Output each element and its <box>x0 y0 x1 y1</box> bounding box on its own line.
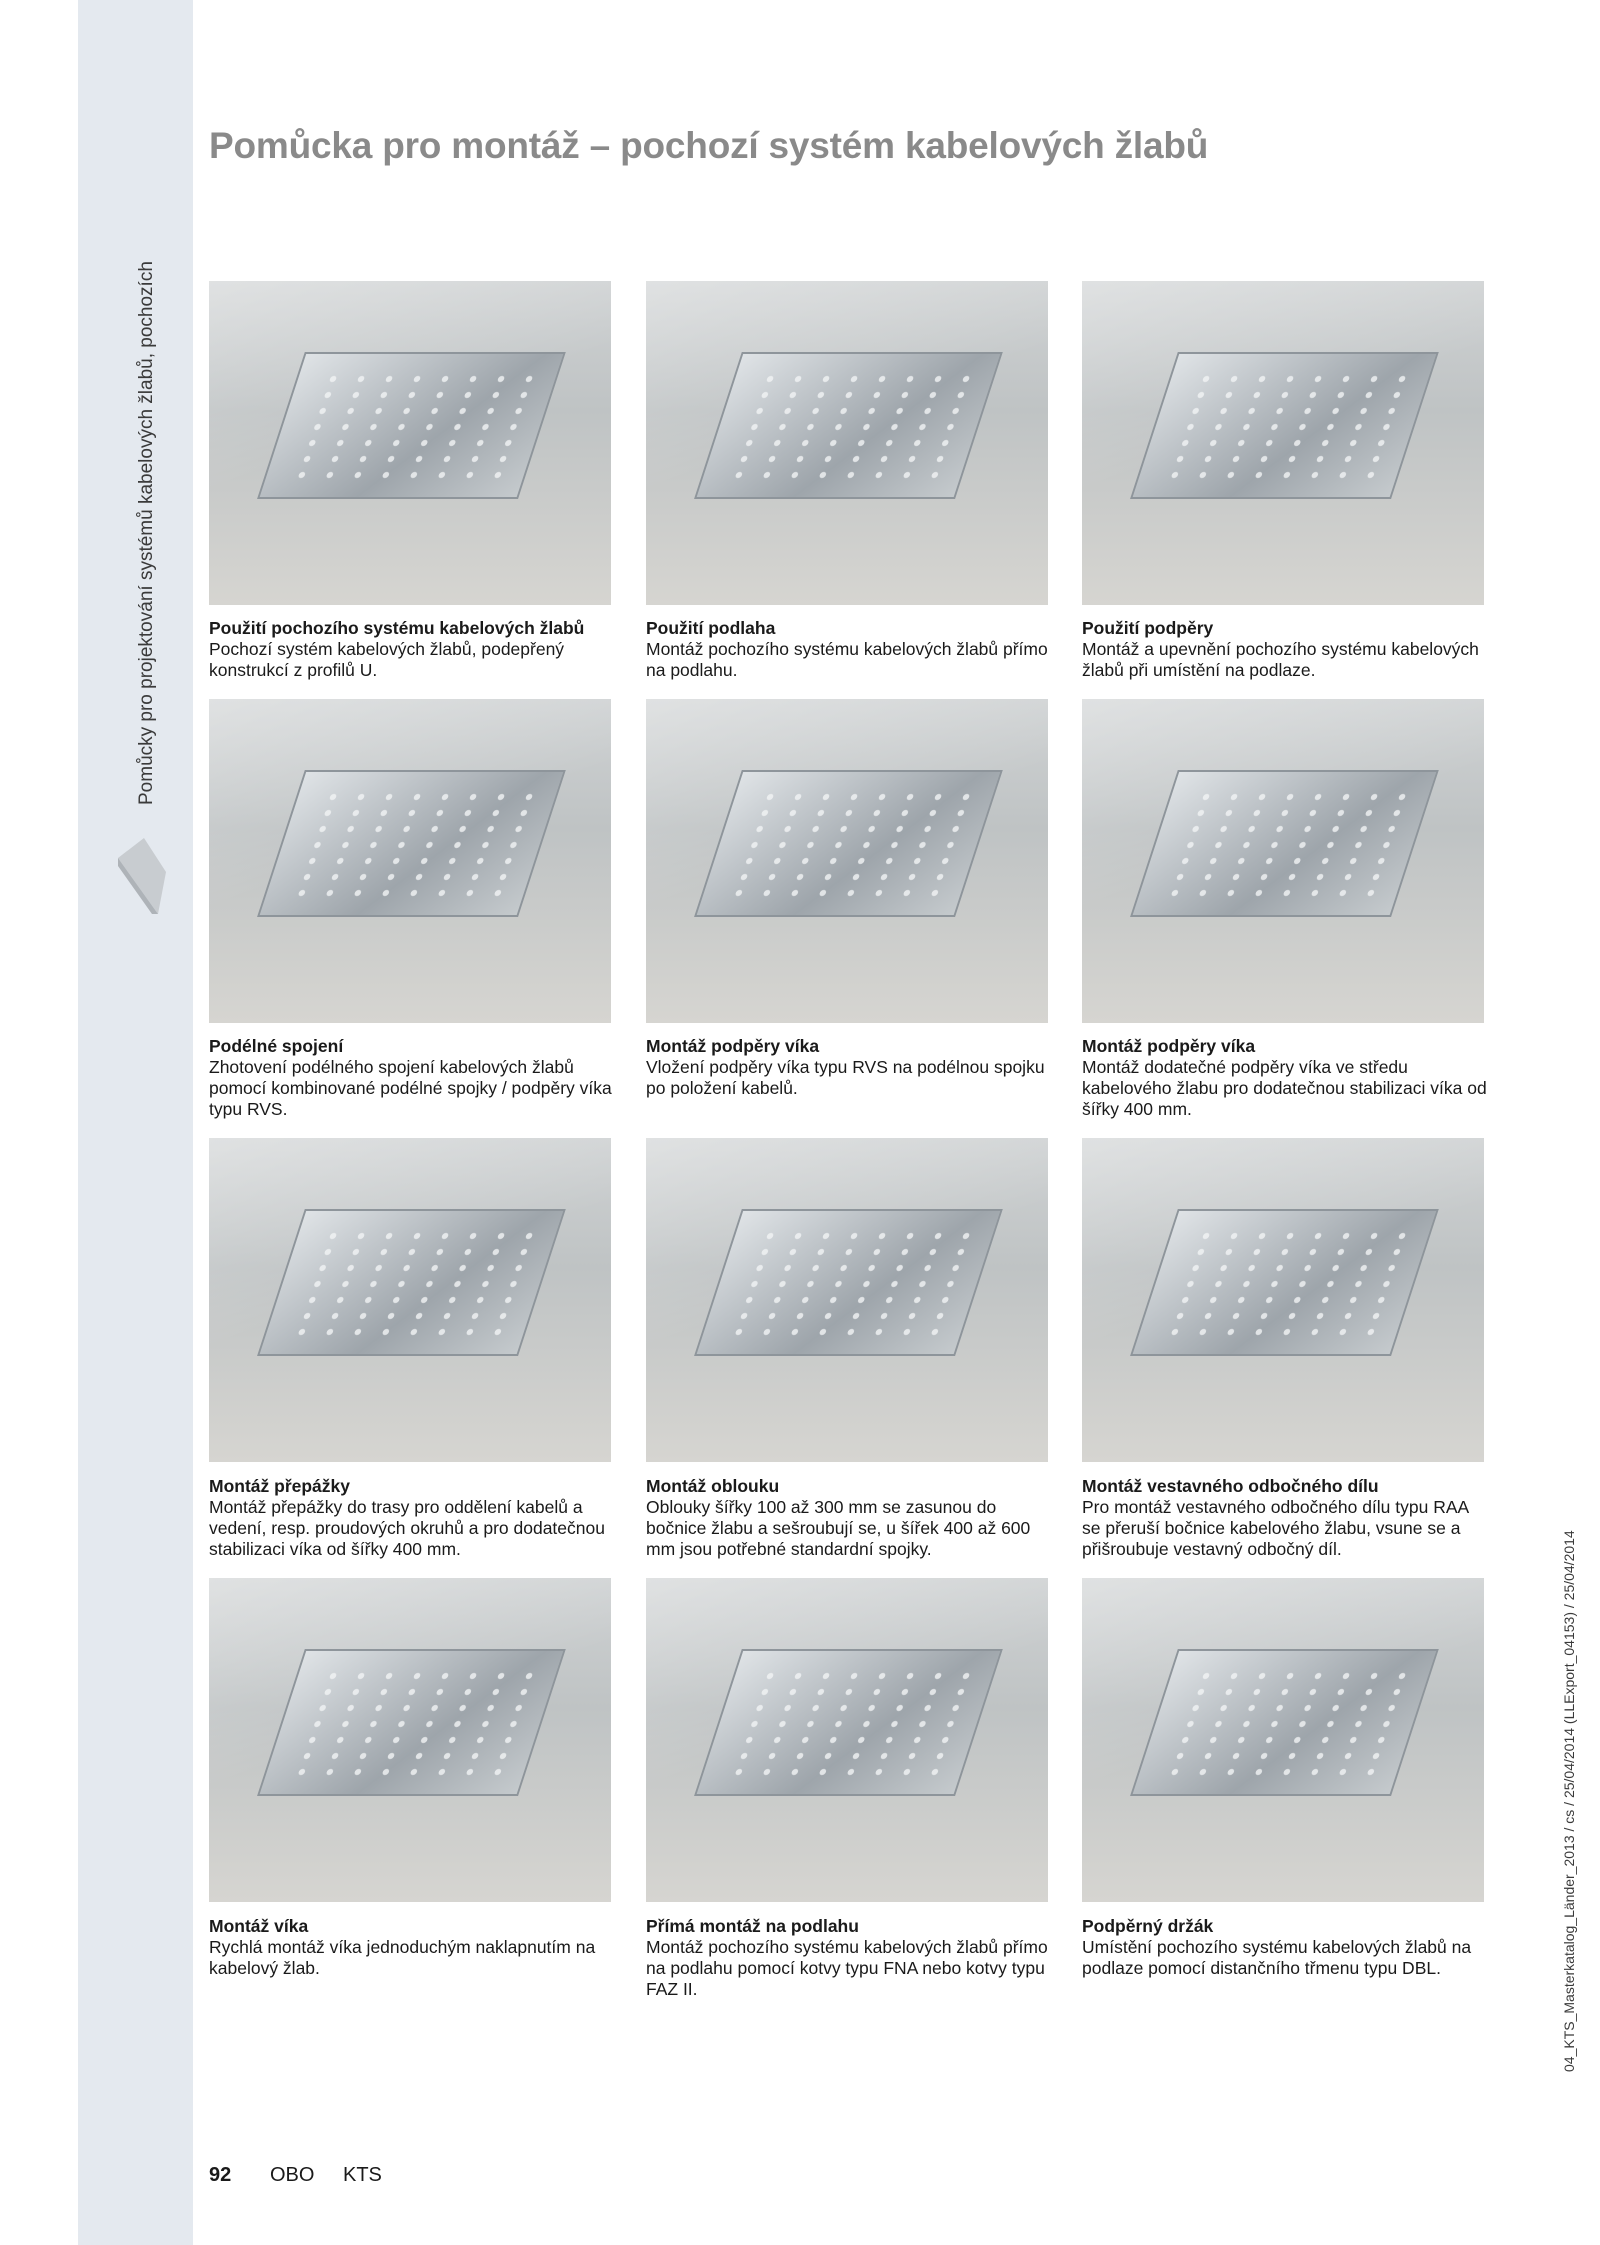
cable-tray-illustration <box>1131 770 1440 917</box>
section-marker-icon <box>118 838 166 914</box>
step-title: Použití pochozího systému kabelových žlabů <box>209 618 585 638</box>
installation-photo <box>1082 1578 1484 1902</box>
page-title: Pomůcka pro montáž – pochozí systém kabelových žlabů <box>209 125 1209 166</box>
cable-tray-illustration <box>1131 1649 1440 1796</box>
step-title: Montáž oblouku <box>646 1476 780 1496</box>
cable-tray-illustration <box>1131 1209 1440 1356</box>
step-description: Pochozí systém kabelových žlabů, podepřený konstrukcí z profilů U. <box>209 639 565 680</box>
installation-photo <box>209 281 611 605</box>
step-description: Montáž pochozího systému kabelových žlabů přímo na podlahu. <box>646 639 1048 680</box>
page-number: 92 <box>209 2164 232 2186</box>
step-description: Pro montáž vestavného odbočného dílu typu RAA se přeruší bočnice kabelového žlabu, vsune se a přišroubuje vestavný odbočný díl. <box>1082 1497 1469 1559</box>
step-caption <box>1082 618 1487 681</box>
cable-tray-illustration <box>695 352 1004 499</box>
catalog-imprint: 04_KTS_Masterkatalog_Länder_2013 / cs / 25/04/2014 (LLExport_04153) / 25/04/2014 <box>1561 1530 1577 2072</box>
brand-name: OBO <box>270 2164 315 2186</box>
cable-tray-illustration <box>258 770 567 917</box>
step-description: Montáž a upevnění pochozího systému kabelových žlabů při umístění na podlaze. <box>1082 639 1479 680</box>
cable-tray-illustration <box>258 352 567 499</box>
step-caption <box>209 1916 614 1979</box>
installation-photo <box>1082 281 1484 605</box>
installation-photo <box>646 699 1048 1023</box>
step-title: Montáž víka <box>209 1916 309 1936</box>
cable-tray-illustration <box>695 1649 1004 1796</box>
step-title: Montáž podpěry víka <box>1082 1036 1256 1056</box>
step-caption <box>646 1916 1051 2000</box>
step-description: Umístění pochozího systému kabelových žlabů na podlaze pomocí distančního třmenu typu DBL. <box>1082 1937 1472 1978</box>
step-title: Použití podlaha <box>646 618 776 638</box>
installation-photo <box>209 1138 611 1462</box>
cable-tray-illustration <box>695 1209 1004 1356</box>
step-description: Vložení podpěry víka typu RVS na podélnou spojku po položení kabelů. <box>646 1057 1045 1098</box>
step-caption <box>209 1036 614 1120</box>
step-title: Montáž přepážky <box>209 1476 350 1496</box>
step-description: Oblouky šířky 100 až 300 mm se zasunou do bočnice žlabu a sešroubují se, u šířek 400 až 600 mm jsou potřebné standardní spojky. <box>646 1497 1031 1559</box>
step-caption <box>646 618 1051 681</box>
step-caption <box>646 1476 1051 1560</box>
step-title: Použití podpěry <box>1082 618 1214 638</box>
step-caption <box>1082 1916 1487 1979</box>
step-title: Montáž podpěry víka <box>646 1036 820 1056</box>
cable-tray-illustration <box>1131 352 1440 499</box>
cable-tray-illustration <box>258 1209 567 1356</box>
installation-photo <box>209 1578 611 1902</box>
installation-photo <box>646 1138 1048 1462</box>
section-code: KTS <box>343 2164 382 2186</box>
installation-photo <box>209 699 611 1023</box>
step-title: Montáž vestavného odbočného dílu <box>1082 1476 1379 1496</box>
step-title: Podpěrný držák <box>1082 1916 1214 1936</box>
step-caption <box>209 618 614 681</box>
step-description: Zhotovení podélného spojení kabelových žlabů pomocí kombinované podélné spojky / podpěry víka typu RVS. <box>209 1057 612 1119</box>
step-title: Přímá montáž na podlahu <box>646 1916 859 1936</box>
step-caption <box>209 1476 614 1560</box>
step-description: Montáž přepážky do trasy pro oddělení kabelů a vedení, resp. proudových okruhů a pro dodatečnou stabilizaci víka od šířky 400 mm. <box>209 1497 605 1559</box>
installation-photo <box>646 281 1048 605</box>
installation-photo <box>646 1578 1048 1902</box>
cable-tray-illustration <box>695 770 1004 917</box>
installation-photo <box>1082 699 1484 1023</box>
installation-photo <box>1082 1138 1484 1462</box>
step-description: Montáž dodatečné podpěry víka ve středu kabelového žlabu pro dodatečnou stabilizaci víka od šířky 400 mm. <box>1082 1057 1487 1119</box>
step-title: Podélné spojení <box>209 1036 344 1056</box>
step-caption <box>1082 1036 1487 1120</box>
step-description: Rychlá montáž víka jednoduchým naklapnutím na kabelový žlab. <box>209 1937 596 1978</box>
step-caption <box>646 1036 1051 1099</box>
step-description: Montáž pochozího systému kabelových žlabů přímo na podlahu pomocí kotvy typu FNA nebo kotvy typu FAZ II. <box>646 1937 1048 1999</box>
side-section-label: Pomůcky pro projektování systémů kabelových žlabů, pochozích <box>136 261 157 805</box>
step-caption <box>1082 1476 1487 1560</box>
cable-tray-illustration <box>258 1649 567 1796</box>
